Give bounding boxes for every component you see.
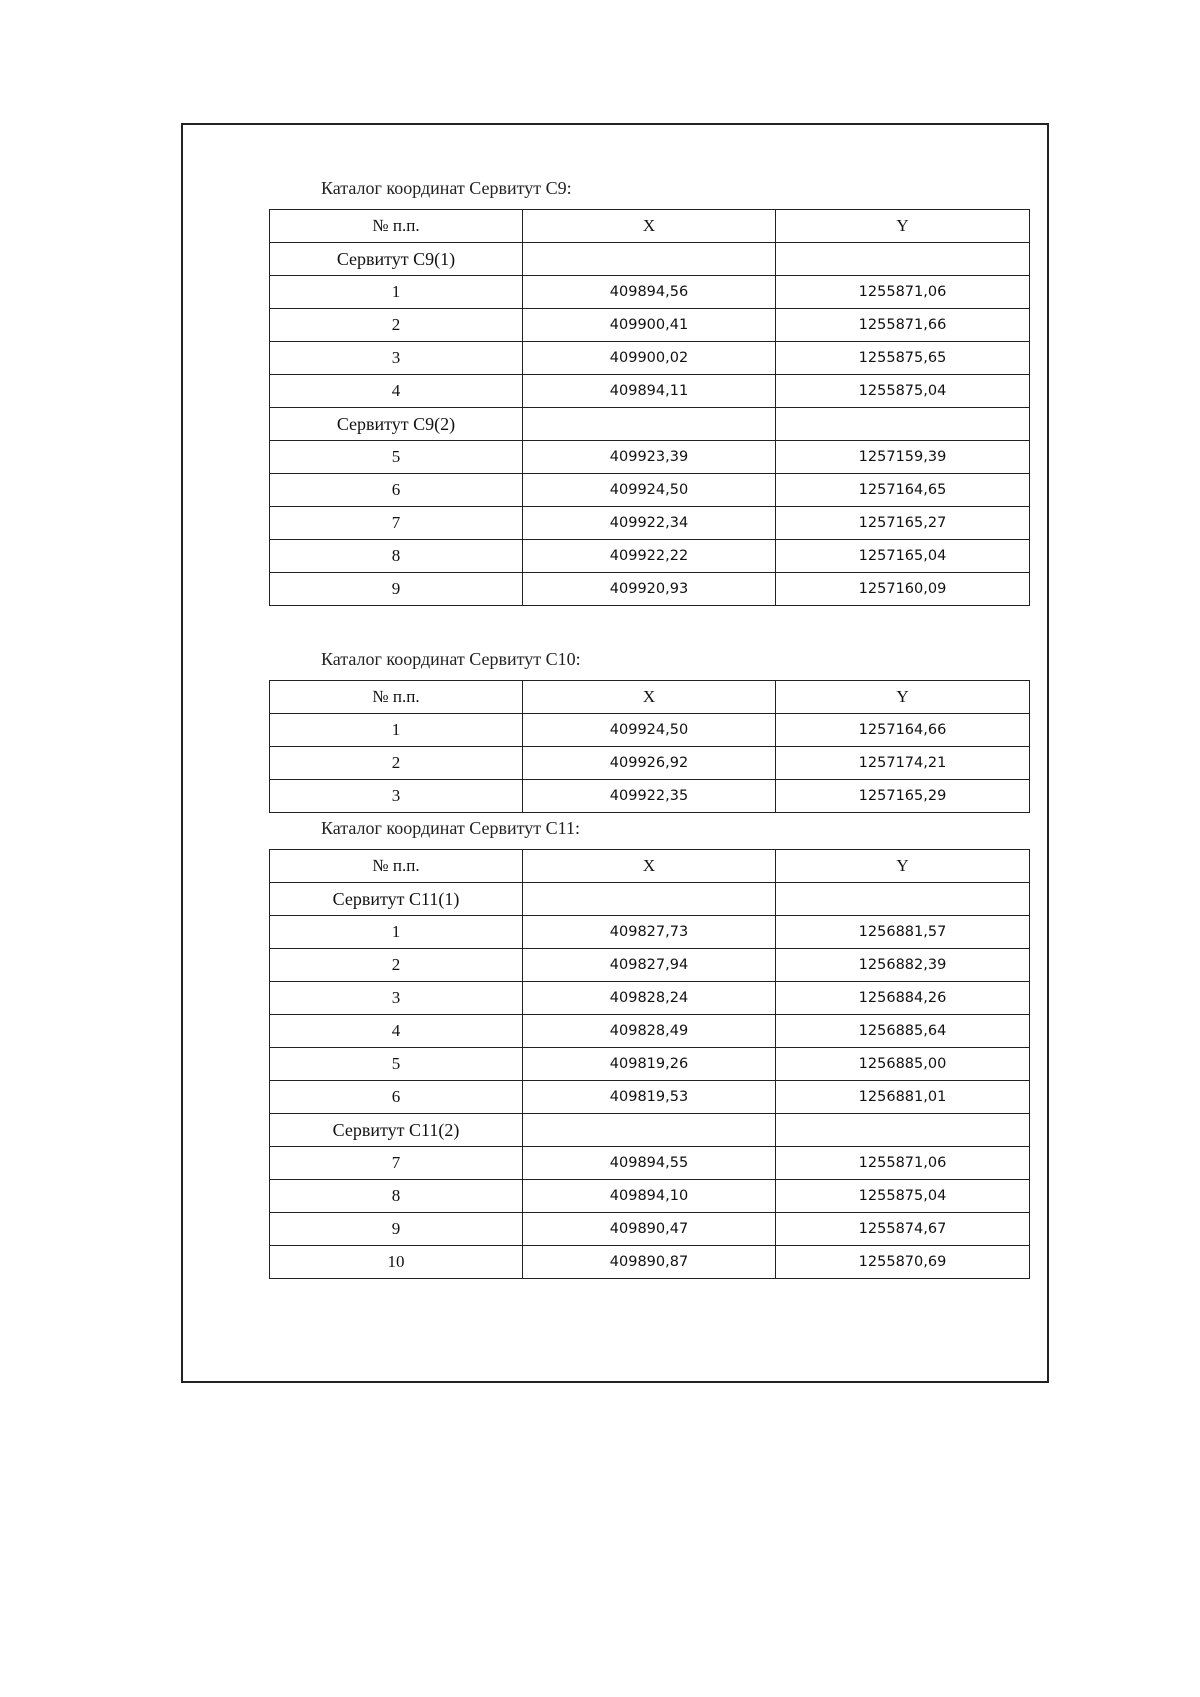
column-header-number: № п.п. [270, 850, 523, 883]
empty-cell [523, 408, 776, 441]
column-header-y: Y [776, 681, 1030, 714]
table-row [270, 1246, 1030, 1279]
table-row [270, 1048, 1030, 1081]
x-value: 409827,73 [523, 916, 776, 949]
point-number: 3 [270, 780, 523, 813]
x-value: 409894,11 [523, 375, 776, 408]
y-value: 1257160,09 [776, 573, 1030, 606]
table-row [270, 1147, 1030, 1180]
table-row [270, 747, 1030, 780]
catalog-caption-c10: Каталог координат Сервитут С10: [321, 649, 581, 669]
column-header-number: № п.п. [270, 681, 523, 714]
x-value: 409828,49 [523, 1015, 776, 1048]
x-value: 409894,55 [523, 1147, 776, 1180]
coordinates-table-c10 [269, 680, 1030, 813]
y-value: 1256885,00 [776, 1048, 1030, 1081]
point-number: 9 [270, 1213, 523, 1246]
point-number: 9 [270, 573, 523, 606]
table-row [270, 916, 1030, 949]
table-row [270, 1081, 1030, 1114]
y-value: 1255875,04 [776, 1180, 1030, 1213]
table-row [270, 342, 1030, 375]
y-value: 1256881,01 [776, 1081, 1030, 1114]
x-value: 409922,34 [523, 507, 776, 540]
table-row [270, 474, 1030, 507]
point-number: 10 [270, 1246, 523, 1279]
empty-cell [776, 243, 1030, 276]
table-row [270, 1015, 1030, 1048]
y-value: 1257165,29 [776, 780, 1030, 813]
column-header-y: Y [776, 850, 1030, 883]
x-value: 409894,56 [523, 276, 776, 309]
y-value: 1257165,04 [776, 540, 1030, 573]
table-row [270, 714, 1030, 747]
column-header-number: № п.п. [270, 210, 523, 243]
table-row [270, 982, 1030, 1015]
table-row [270, 375, 1030, 408]
point-number: 1 [270, 916, 523, 949]
y-value: 1256882,39 [776, 949, 1030, 982]
y-value: 1255874,67 [776, 1213, 1030, 1246]
table-row [270, 949, 1030, 982]
table-row [270, 1213, 1030, 1246]
table-row [270, 507, 1030, 540]
x-value: 409922,22 [523, 540, 776, 573]
coordinates-table-c9 [269, 209, 1030, 606]
group-row [270, 408, 1030, 441]
table-header-row [270, 850, 1030, 883]
x-value: 409924,50 [523, 474, 776, 507]
group-label: Сервитут С11(2) [270, 1114, 523, 1147]
column-header-x: X [523, 850, 776, 883]
empty-cell [776, 883, 1030, 916]
point-number: 7 [270, 1147, 523, 1180]
group-label: Сервитут С9(2) [270, 408, 523, 441]
x-value: 409924,50 [523, 714, 776, 747]
y-value: 1256881,57 [776, 916, 1030, 949]
x-value: 409890,87 [523, 1246, 776, 1279]
column-header-x: X [523, 681, 776, 714]
y-value: 1255871,66 [776, 309, 1030, 342]
point-number: 5 [270, 1048, 523, 1081]
table-row [270, 309, 1030, 342]
y-value: 1255870,69 [776, 1246, 1030, 1279]
empty-cell [776, 408, 1030, 441]
coordinates-table-c11 [269, 849, 1030, 1279]
group-label: Сервитут С11(1) [270, 883, 523, 916]
point-number: 4 [270, 375, 523, 408]
point-number: 1 [270, 714, 523, 747]
y-value: 1255871,06 [776, 276, 1030, 309]
table-row [270, 441, 1030, 474]
column-header-x: X [523, 210, 776, 243]
y-value: 1257164,66 [776, 714, 1030, 747]
group-row [270, 243, 1030, 276]
x-value: 409890,47 [523, 1213, 776, 1246]
point-number: 7 [270, 507, 523, 540]
y-value: 1256885,64 [776, 1015, 1030, 1048]
empty-cell [523, 883, 776, 916]
table-row [270, 780, 1030, 813]
table-row [270, 573, 1030, 606]
x-value: 409894,10 [523, 1180, 776, 1213]
table-row [270, 276, 1030, 309]
column-header-y: Y [776, 210, 1030, 243]
group-label: Сервитут С9(1) [270, 243, 523, 276]
point-number: 5 [270, 441, 523, 474]
catalog-caption-c11: Каталог координат Сервитут С11: [321, 818, 580, 838]
point-number: 2 [270, 949, 523, 982]
x-value: 409819,53 [523, 1081, 776, 1114]
point-number: 6 [270, 474, 523, 507]
y-value: 1257164,65 [776, 474, 1030, 507]
empty-cell [523, 243, 776, 276]
x-value: 409900,41 [523, 309, 776, 342]
table-row [270, 540, 1030, 573]
point-number: 3 [270, 342, 523, 375]
group-row [270, 1114, 1030, 1147]
point-number: 1 [270, 276, 523, 309]
catalog-caption-c9: Каталог координат Сервитут С9: [321, 178, 572, 198]
x-value: 409827,94 [523, 949, 776, 982]
y-value: 1256884,26 [776, 982, 1030, 1015]
x-value: 409923,39 [523, 441, 776, 474]
x-value: 409900,02 [523, 342, 776, 375]
empty-cell [523, 1114, 776, 1147]
point-number: 2 [270, 309, 523, 342]
table-row [270, 1180, 1030, 1213]
x-value: 409920,93 [523, 573, 776, 606]
y-value: 1255875,65 [776, 342, 1030, 375]
group-row [270, 883, 1030, 916]
y-value: 1257165,27 [776, 507, 1030, 540]
x-value: 409922,35 [523, 780, 776, 813]
x-value: 409819,26 [523, 1048, 776, 1081]
table-header-row [270, 210, 1030, 243]
x-value: 409926,92 [523, 747, 776, 780]
y-value: 1257159,39 [776, 441, 1030, 474]
point-number: 8 [270, 540, 523, 573]
y-value: 1255875,04 [776, 375, 1030, 408]
point-number: 6 [270, 1081, 523, 1114]
point-number: 2 [270, 747, 523, 780]
table-header-row [270, 681, 1030, 714]
empty-cell [776, 1114, 1030, 1147]
x-value: 409828,24 [523, 982, 776, 1015]
point-number: 3 [270, 982, 523, 1015]
point-number: 8 [270, 1180, 523, 1213]
y-value: 1257174,21 [776, 747, 1030, 780]
point-number: 4 [270, 1015, 523, 1048]
y-value: 1255871,06 [776, 1147, 1030, 1180]
